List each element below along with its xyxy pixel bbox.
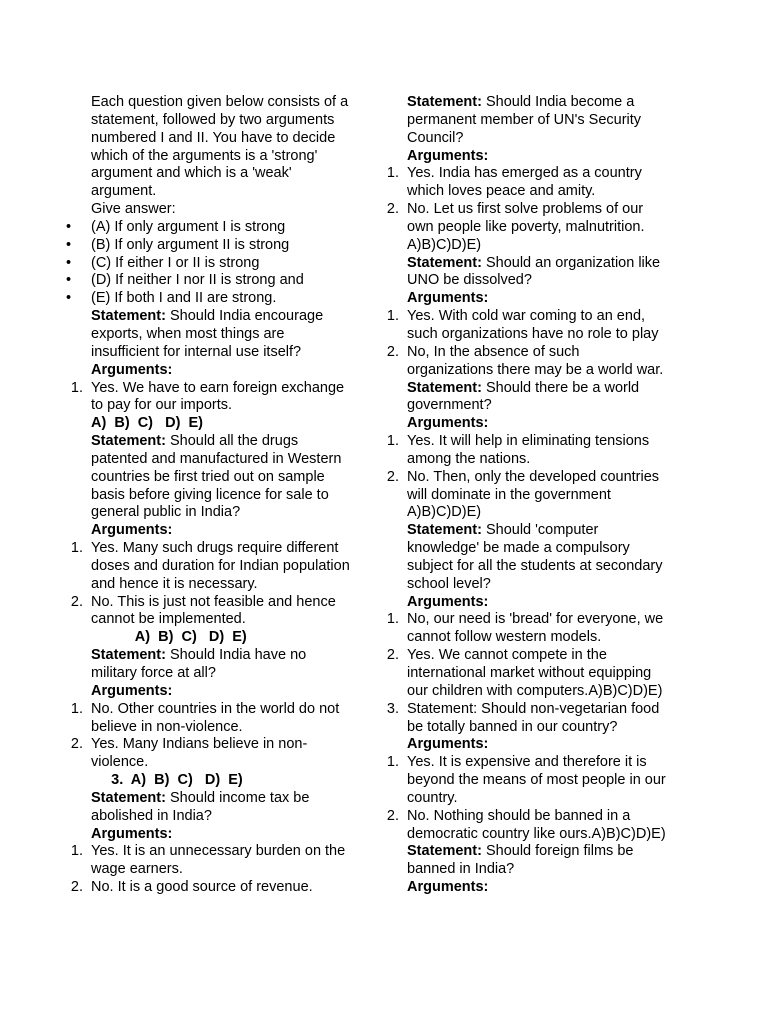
text-line xyxy=(62,183,366,201)
line-text: democratic country like ours.A)B)C)D)E) xyxy=(407,825,666,842)
arguments-heading xyxy=(62,683,366,701)
statement-label: Statement: xyxy=(407,254,482,271)
text-line xyxy=(378,272,698,290)
statement-label: Statement: xyxy=(91,433,166,450)
numbered-item xyxy=(378,165,698,183)
answer-options xyxy=(62,415,366,433)
bullet-item xyxy=(62,272,366,290)
text-line xyxy=(62,165,366,183)
statement-text: Should an organization like xyxy=(481,254,661,271)
bullet-icon: • xyxy=(66,218,72,235)
statement-label: Statement: xyxy=(407,379,482,396)
text-line xyxy=(378,362,698,380)
text-line xyxy=(62,754,366,772)
item-number: 1. xyxy=(386,433,399,450)
item-number: 3. xyxy=(386,700,399,717)
text-line xyxy=(378,665,698,683)
statement-line xyxy=(378,380,698,398)
item-text: No. Nothing should be banned in a xyxy=(407,807,631,824)
heading-text: Arguments: xyxy=(91,825,173,842)
item-text: No. It is a good source of revenue. xyxy=(91,879,313,896)
item-number: 2. xyxy=(70,879,83,896)
heading-text: Arguments: xyxy=(91,361,173,378)
text-line xyxy=(62,201,366,219)
text-line xyxy=(378,772,698,790)
item-number: 1. xyxy=(386,611,399,628)
statement-line xyxy=(62,308,366,326)
heading-text: Arguments: xyxy=(91,522,173,539)
statement-label: Statement: xyxy=(407,94,482,110)
line-text: military force at all? xyxy=(91,665,216,681)
heading-text: Arguments: xyxy=(407,593,489,610)
line-text: to pay for our imports. xyxy=(91,397,233,414)
bullet-text: (B) If only argument II is strong xyxy=(91,236,290,253)
line-text: country. xyxy=(407,789,458,806)
statement-text: Should all the drugs xyxy=(165,433,299,450)
line-text: statement, followed by two arguments xyxy=(91,111,335,128)
line-text: exports, when most things are xyxy=(91,325,285,342)
text-line xyxy=(378,719,698,737)
line-text: doses and duration for Indian population xyxy=(91,557,350,574)
text-line xyxy=(378,451,698,469)
line-text: such organizations have no role to play xyxy=(407,325,659,342)
line-text: patented and manufactured in Western xyxy=(91,450,342,467)
item-number: 1. xyxy=(70,379,83,396)
text-line xyxy=(378,237,698,255)
text-line xyxy=(378,629,698,647)
heading-text: Arguments: xyxy=(91,682,173,699)
text-line xyxy=(62,487,366,505)
item-text: No. Let us first solve problems of our xyxy=(407,201,644,218)
statement-line xyxy=(378,522,698,540)
text-line xyxy=(378,219,698,237)
item-number: 2. xyxy=(70,593,83,610)
bullet-text: (E) If both I and II are strong. xyxy=(91,290,277,307)
item-text: Yes. Many Indians believe in non- xyxy=(91,736,308,753)
line-text: cannot follow western models. xyxy=(407,629,602,646)
line-text: our children with computers.A)B)C)D)E) xyxy=(407,682,663,699)
right-column xyxy=(378,94,698,897)
text-line xyxy=(378,826,698,844)
statement-label: Statement: xyxy=(91,647,166,664)
bullet-item xyxy=(62,237,366,255)
item-text: Yes. We cannot compete in the xyxy=(407,647,607,664)
line-text: international market without equipping xyxy=(407,665,652,681)
numbered-item xyxy=(378,433,698,451)
item-text: Yes. Many such drugs require different xyxy=(91,540,339,557)
line-text: countries be first tried out on sample xyxy=(91,468,325,485)
arguments-heading xyxy=(62,362,366,380)
line-text: cannot be implemented. xyxy=(91,611,246,628)
arguments-heading xyxy=(378,148,698,166)
item-text: No. Then, only the developed countries xyxy=(407,468,660,485)
item-text: Yes. India has emerged as a country xyxy=(407,165,642,182)
text-line xyxy=(62,861,366,879)
item-number: 2. xyxy=(386,647,399,664)
text-line xyxy=(62,611,366,629)
text-line xyxy=(378,861,698,879)
text-line xyxy=(378,504,698,522)
text-line xyxy=(378,540,698,558)
text-line xyxy=(62,808,366,826)
bullet-text: (C) If either I or II is strong xyxy=(91,254,260,271)
bullet-icon: • xyxy=(66,236,72,253)
item-text: Statement: Should non-vegetarian food xyxy=(407,700,660,717)
statement-text: Should there be a world xyxy=(481,379,640,396)
options-text: 3. A) B) C) D) E) xyxy=(91,772,243,789)
statement-line xyxy=(62,790,366,808)
item-number: 2. xyxy=(386,343,399,360)
text-line xyxy=(378,576,698,594)
text-line xyxy=(62,130,366,148)
item-text: Yes. With cold war coming to an end, xyxy=(407,308,646,325)
heading-text: Arguments: xyxy=(407,415,489,432)
text-line xyxy=(62,469,366,487)
heading-text: Arguments: xyxy=(407,736,489,753)
heading-text: Arguments: xyxy=(407,147,489,164)
line-text: subject for all the students at secondary xyxy=(407,557,663,574)
bullet-item xyxy=(62,290,366,308)
item-text: No. This is just not feasible and hence xyxy=(91,593,336,610)
item-text: Yes. It is expensive and therefore it is xyxy=(407,754,647,771)
line-text: which of the arguments is a 'strong' xyxy=(91,147,318,164)
statement-text: Should India encourage xyxy=(165,308,324,325)
options-text: A) B) C) D) E) xyxy=(91,415,203,432)
line-text: wage earners. xyxy=(91,861,183,878)
line-text: believe in non-violence. xyxy=(91,718,243,735)
item-number: 1. xyxy=(70,540,83,557)
bullet-icon: • xyxy=(66,254,72,271)
item-text: Yes. We have to earn foreign exchange xyxy=(91,379,345,396)
bullet-item xyxy=(62,255,366,273)
arguments-heading xyxy=(62,522,366,540)
statement-line xyxy=(62,433,366,451)
text-line xyxy=(62,148,366,166)
text-line xyxy=(62,451,366,469)
line-text: abolished in India? xyxy=(91,807,212,824)
numbered-item xyxy=(62,540,366,558)
item-text: No, In the absence of such xyxy=(407,343,580,360)
numbered-item xyxy=(378,808,698,826)
text-line xyxy=(378,130,698,148)
answer-options xyxy=(62,629,366,647)
text-line xyxy=(62,344,366,362)
item-number: 1. xyxy=(386,165,399,182)
text-line xyxy=(62,576,366,594)
statement-text: Should India have no xyxy=(165,647,307,664)
text-line xyxy=(62,326,366,344)
line-text: organizations there may be a world war. xyxy=(407,361,664,378)
text-line xyxy=(62,397,366,415)
line-text: Give answer: xyxy=(91,201,176,218)
statement-text: Should India become a xyxy=(481,94,635,110)
arguments-heading xyxy=(378,594,698,612)
text-line xyxy=(62,558,366,576)
numbered-item xyxy=(62,843,366,861)
numbered-item xyxy=(378,611,698,629)
text-line xyxy=(378,683,698,701)
item-text: Yes. It is an unnecessary burden on the xyxy=(91,843,346,860)
line-text: among the nations. xyxy=(407,450,531,467)
arguments-heading xyxy=(378,879,698,897)
line-text: A)B)C)D)E) xyxy=(407,236,482,253)
left-column xyxy=(62,94,366,897)
bullet-icon: • xyxy=(66,290,72,307)
statement-label: Statement: xyxy=(407,843,482,860)
line-text: numbered I and II. You have to decide xyxy=(91,129,336,146)
line-text: argument and which is a 'weak' xyxy=(91,165,292,182)
numbered-item xyxy=(378,344,698,362)
statement-line xyxy=(378,843,698,861)
line-text: and hence it is necessary. xyxy=(91,575,258,592)
bullet-icon: • xyxy=(66,272,72,289)
bullet-text: (D) If neither I nor II is strong and xyxy=(91,272,304,289)
line-text: government? xyxy=(407,397,492,414)
arguments-heading xyxy=(378,290,698,308)
options-text: A) B) C) D) E) xyxy=(91,629,247,646)
numbered-item xyxy=(62,879,366,897)
item-number: 2. xyxy=(70,736,83,753)
line-text: banned in India? xyxy=(407,861,515,878)
line-text: basis before giving licence for sale to xyxy=(91,486,329,503)
line-text: which loves peace and amity. xyxy=(407,183,596,200)
line-text: be totally banned in our country? xyxy=(407,718,618,735)
text-line xyxy=(378,183,698,201)
arguments-heading xyxy=(378,415,698,433)
statement-text: Should foreign films be xyxy=(481,843,634,860)
line-text: insufficient for internal use itself? xyxy=(91,343,302,360)
text-line xyxy=(378,397,698,415)
line-text: Each question given below consists of a xyxy=(91,94,349,110)
text-line xyxy=(62,94,366,112)
statement-line xyxy=(62,647,366,665)
text-line xyxy=(378,790,698,808)
numbered-item xyxy=(62,701,366,719)
line-text: A)B)C)D)E) xyxy=(407,504,482,521)
text-line xyxy=(62,504,366,522)
bullet-item xyxy=(62,219,366,237)
bullet-text: (A) If only argument I is strong xyxy=(91,218,286,235)
item-number: 1. xyxy=(70,843,83,860)
text-line xyxy=(62,665,366,683)
line-text: violence. xyxy=(91,754,149,771)
heading-text: Arguments: xyxy=(407,879,489,896)
statement-label: Statement: xyxy=(91,308,166,325)
answer-options xyxy=(62,772,366,790)
text-line xyxy=(378,487,698,505)
line-text: own people like poverty, malnutrition. xyxy=(407,218,645,235)
text-line xyxy=(378,558,698,576)
heading-text: Arguments: xyxy=(407,290,489,307)
statement-label: Statement: xyxy=(407,522,482,539)
numbered-item xyxy=(62,594,366,612)
item-number: 2. xyxy=(386,201,399,218)
text-line xyxy=(62,719,366,737)
line-text: argument. xyxy=(91,183,157,200)
line-text: general public in India? xyxy=(91,504,241,521)
numbered-item xyxy=(378,308,698,326)
numbered-item xyxy=(62,736,366,754)
line-text: UNO be dissolved? xyxy=(407,272,532,289)
statement-label: Statement: xyxy=(91,789,166,806)
statement-text: Should 'computer xyxy=(481,522,599,539)
item-text: Yes. It will help in eliminating tensions xyxy=(407,433,650,450)
numbered-item xyxy=(378,201,698,219)
numbered-item xyxy=(378,647,698,665)
numbered-item xyxy=(378,754,698,772)
statement-line xyxy=(378,94,698,112)
item-number: 2. xyxy=(386,807,399,824)
numbered-item xyxy=(378,469,698,487)
item-text: No. Other countries in the world do not xyxy=(91,700,340,717)
line-text: knowledge' be made a compulsory xyxy=(407,540,630,557)
item-number: 1. xyxy=(386,754,399,771)
numbered-item xyxy=(62,380,366,398)
item-number: 1. xyxy=(386,308,399,325)
text-line xyxy=(378,326,698,344)
text-line xyxy=(62,112,366,130)
arguments-heading xyxy=(62,826,366,844)
arguments-heading xyxy=(378,736,698,754)
item-number: 1. xyxy=(70,700,83,717)
line-text: will dominate in the government xyxy=(407,486,611,503)
line-text: beyond the means of most people in our xyxy=(407,772,666,789)
line-text: Council? xyxy=(407,129,464,146)
item-number: 2. xyxy=(386,468,399,485)
item-text: No, our need is 'bread' for everyone, we xyxy=(407,611,664,628)
text-line xyxy=(378,112,698,130)
statement-line xyxy=(378,255,698,273)
statement-text: Should income tax be xyxy=(165,789,310,806)
line-text: school level? xyxy=(407,575,491,592)
numbered-item xyxy=(378,701,698,719)
line-text: permanent member of UN's Security xyxy=(407,111,642,128)
